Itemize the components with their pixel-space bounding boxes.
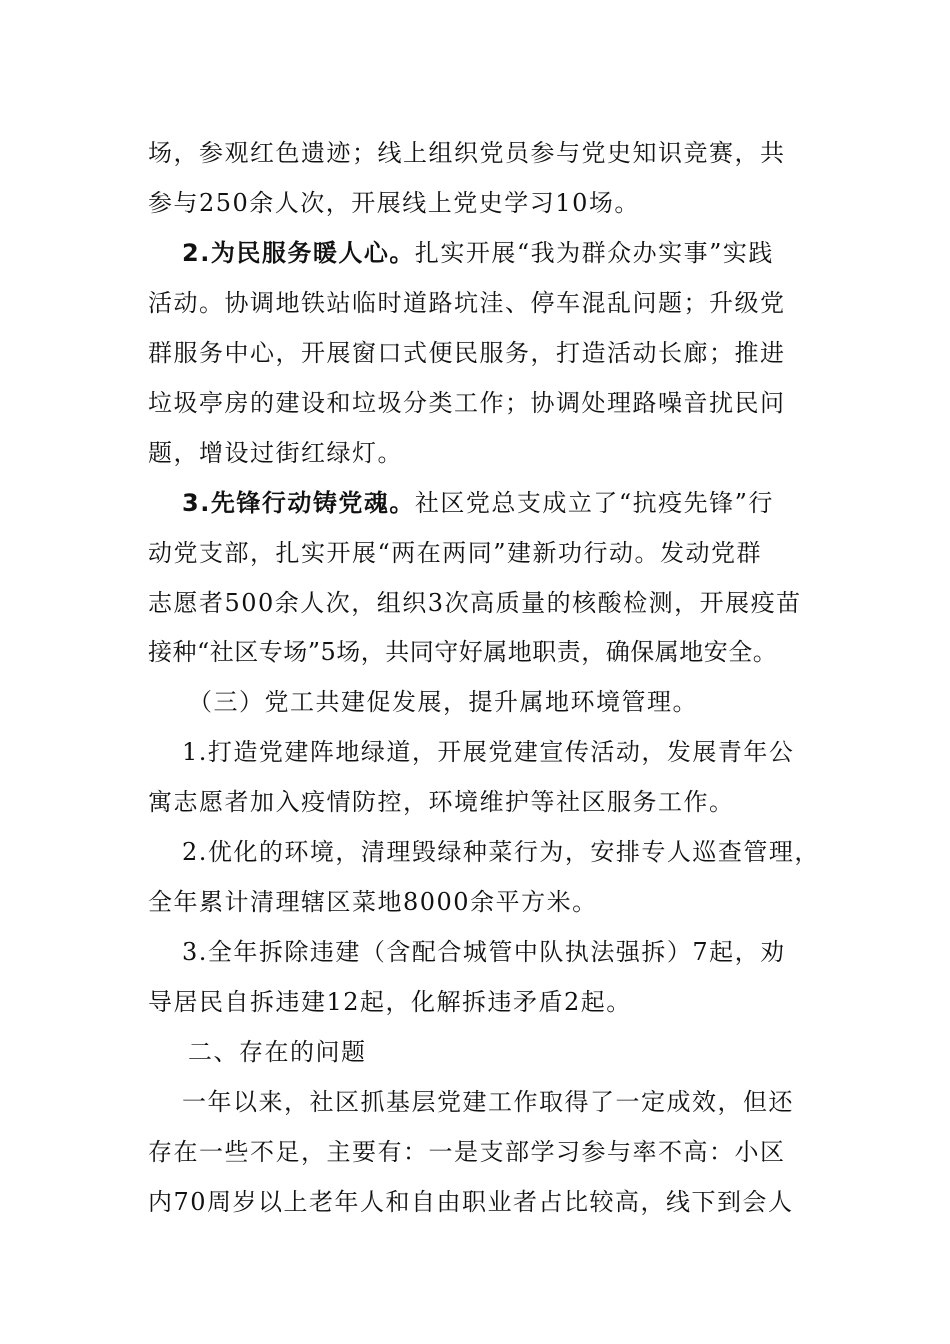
text-line: 全年累计清理辖区菜地8000余平方米。 (148, 888, 598, 916)
section-heading: 2.为民服务暖人心。 (182, 239, 415, 267)
text-line: 一年以来，社区抓基层党建工作取得了一定成效，但还 (182, 1088, 794, 1116)
text-line: 群服务中心，开展窗口式便民服务，打造活动长廊；推进 (148, 339, 786, 367)
text-line: 存在一些不足，主要有：一是支部学习参与率不高：小区 (148, 1138, 786, 1166)
section-heading: 3.先锋行动铸党魂。 (182, 489, 415, 517)
text-line: 动党支部，扎实开展“两在两同”建新功行动。发动党群 (148, 539, 763, 567)
section-title: 二、存在的问题 (188, 1038, 367, 1066)
paragraph-line (182, 488, 774, 518)
text-span: 社区党总支成立了“抗疫先锋”行 (414, 489, 774, 517)
text-line: 题，增设过街红绿灯。 (148, 439, 403, 467)
text-line: 1.打造党建阵地绿道，开展党建宣传活动，发展青年公 (182, 738, 795, 766)
text-line: 3.全年拆除违建（含配合城管中队执法强拆）7起，劝 (182, 938, 786, 966)
section-title: （三）党工共建促发展，提升属地环境管理。 (188, 688, 698, 716)
text-line: 参与250余人次，开展线上党史学习10场。 (148, 189, 640, 217)
text-span: 扎实开展“我为群众办实事”实践 (414, 239, 774, 267)
text-line: 2.优化的环境，清理毁绿种菜行为，安排专人巡查管理， (182, 838, 820, 866)
text-line: 寓志愿者加入疫情防控，环境维护等社区服务工作。 (148, 788, 735, 816)
paragraph-line (182, 238, 774, 268)
text-line: 内70周岁以上老年人和自由职业者占比较高，线下到会人 (148, 1188, 794, 1216)
text-line: 垃圾亭房的建设和垃圾分类工作；协调处理路噪音扰民问 (148, 389, 786, 417)
text-line: 志愿者500余人次，组织3次高质量的核酸检测，开展疫苗 (148, 589, 802, 617)
text-line: 导居民自拆违建12起，化解拆违矛盾2起。 (148, 988, 632, 1016)
text-line: 场，参观红色遗迹；线上组织党员参与党史知识竞赛，共 (148, 139, 786, 167)
text-line: 活动。协调地铁站临时道路坑洼、停车混乱问题；升级党 (148, 289, 786, 317)
text-line: 接种“社区专场”5场，共同守好属地职责，确保属地安全。 (148, 638, 778, 666)
